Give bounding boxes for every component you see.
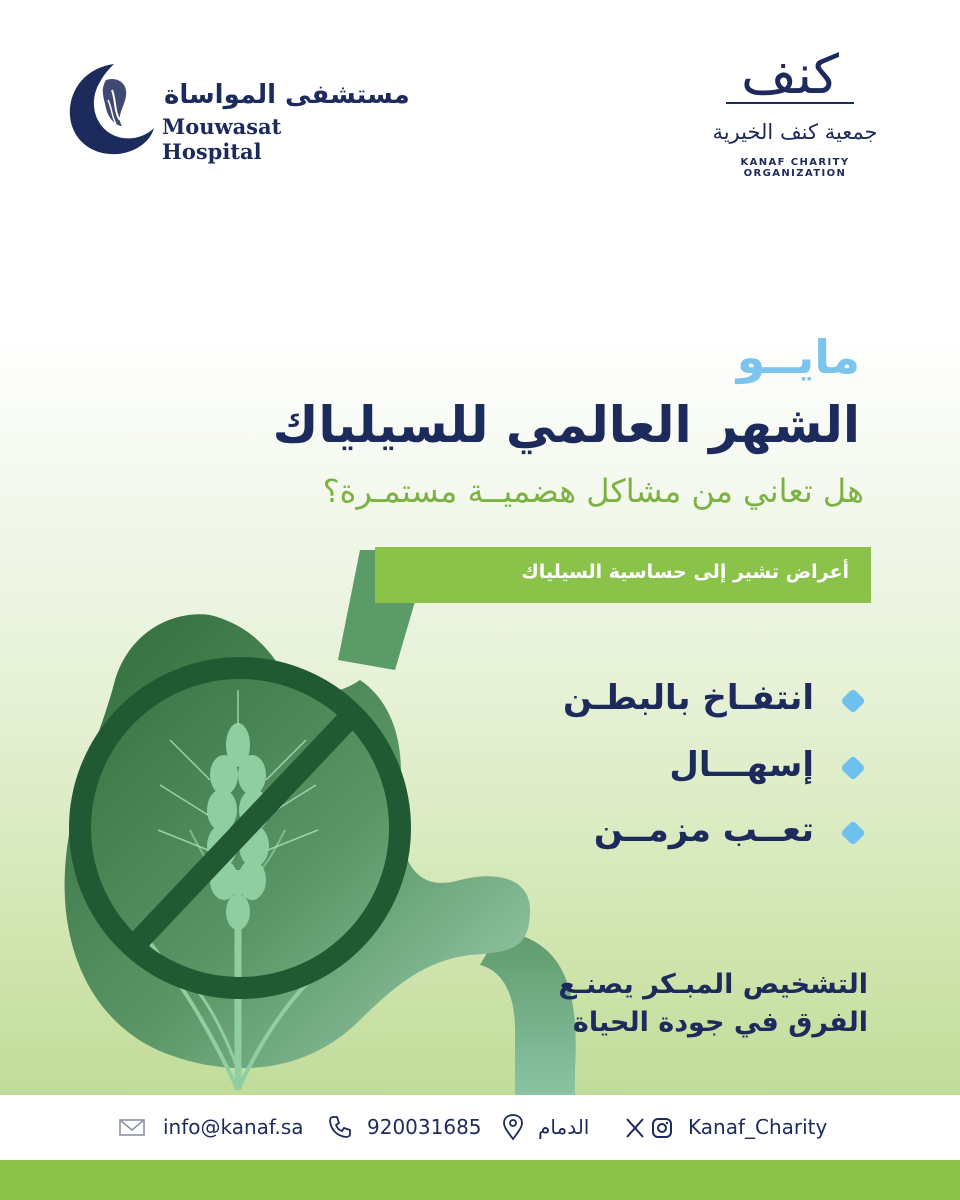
- symptoms-header: أعراض تشير إلى حساسية السيلياك: [521, 561, 849, 583]
- kanaf-wordmark: [720, 45, 860, 109]
- kanaf-wordmark-text: كنف: [741, 45, 839, 106]
- phone-icon: [326, 1113, 354, 1141]
- diamond-bullet-icon: [838, 753, 868, 783]
- symptom-label: انتفـاخ بالبطـن: [562, 678, 814, 718]
- symptom-label: تعــب مزمــن: [593, 810, 814, 850]
- mouwasat-logo: [66, 60, 410, 164]
- slogan: [448, 966, 868, 1042]
- symptoms-header-band: [375, 547, 871, 603]
- diamond-bullet-icon: [838, 686, 868, 716]
- list-item: [448, 808, 868, 860]
- list-item: [448, 743, 868, 795]
- social-handle[interactable]: Kanaf_Charity: [688, 1115, 828, 1139]
- instagram-icon[interactable]: [650, 1113, 674, 1141]
- question-text: هل تعاني من مشاكل هضميــة مستمـرة؟: [322, 472, 864, 510]
- charity-name-en: KANAF CHARITY ORGANIZATION: [740, 157, 850, 179]
- kanaf-logo: [700, 45, 890, 179]
- symptom-label: إسهـــال: [669, 745, 814, 785]
- diamond-bullet-icon: [838, 818, 868, 848]
- page-title: الشهر العالمي للسيلياك: [272, 396, 860, 454]
- mail-icon: [118, 1113, 146, 1141]
- location-text: الدمام: [538, 1115, 590, 1139]
- crescent-logo-icon: [66, 60, 156, 158]
- phone-number[interactable]: 920031685: [367, 1115, 482, 1139]
- hospital-name-ar: مستشفى المواساة: [164, 80, 410, 110]
- hospital-name-en: Mouwasat Hospital: [162, 114, 282, 164]
- contact-footer: [0, 1095, 960, 1160]
- x-logo-icon[interactable]: [624, 1113, 646, 1141]
- month-label: مايــو: [736, 330, 860, 384]
- location-pin-icon: [500, 1113, 526, 1141]
- email-link[interactable]: info@kanaf.sa: [163, 1115, 304, 1139]
- slogan-line: التشخيص المبـكر يصنـع: [558, 969, 868, 1000]
- footer-strip: [0, 1160, 960, 1200]
- charity-name-ar: جمعية كنف الخيرية: [712, 120, 878, 144]
- list-item: [448, 676, 868, 728]
- slogan-line: الفرق في جودة الحياة: [572, 1007, 868, 1038]
